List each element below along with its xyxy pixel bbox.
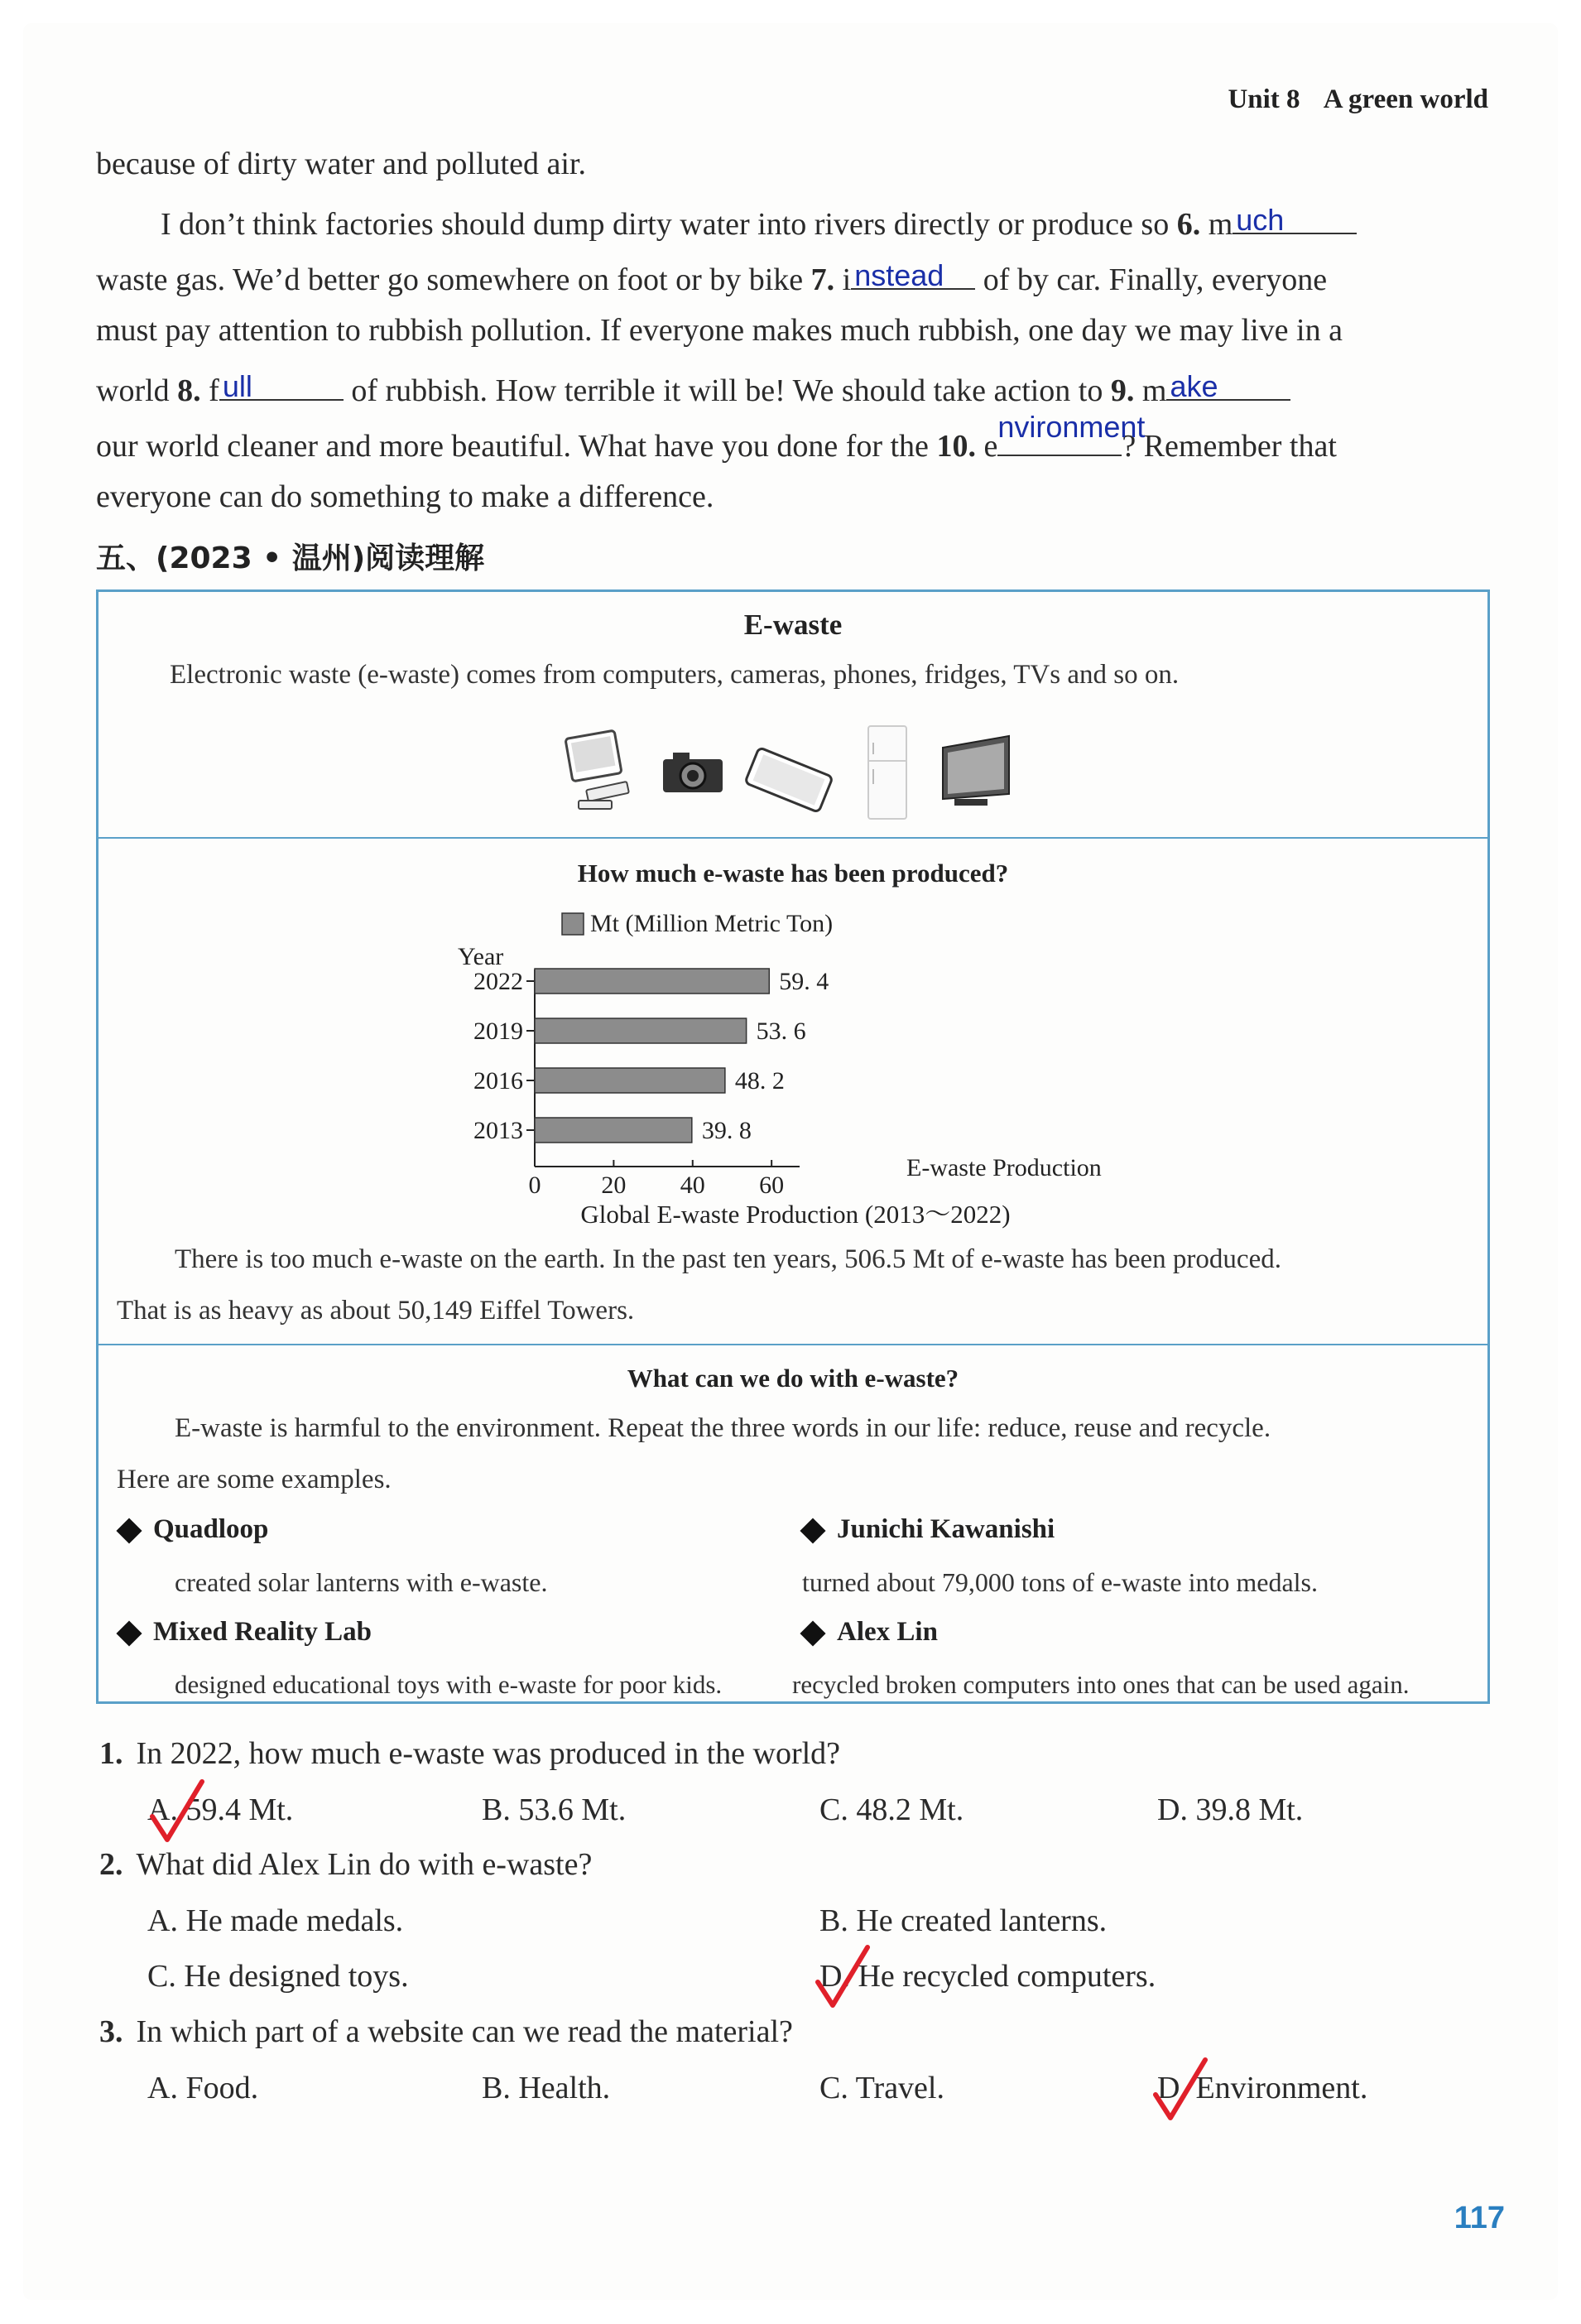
- example-desc: recycled broken computers into ones that can be used again.: [792, 1670, 1410, 1699]
- blank-6[interactable]: [1233, 201, 1357, 237]
- y-tick-label: 2019: [473, 1018, 523, 1045]
- device-icons: [562, 718, 1092, 825]
- handwritten-answer: nvironment: [997, 410, 1146, 444]
- passage-line: I don’t think factories should dump dirty water into rivers directly or produce so 6. m uch: [161, 201, 1357, 243]
- blank-10[interactable]: [997, 410, 1146, 456]
- material-title: E-waste: [743, 609, 843, 641]
- material-intro: Electronic waste (e-waste) comes from computers, cameras, phones, fridges, TVs and so on.: [170, 660, 1180, 690]
- bar: [535, 1018, 747, 1043]
- example-desc: created solar lanterns with e-waste.: [175, 1567, 548, 1597]
- fridge-icon: [868, 726, 906, 819]
- e-waste-bar-chart: [99, 890, 1492, 1304]
- option[interactable]: B. He created lanterns.: [819, 1903, 1108, 1938]
- blank-7[interactable]: [851, 257, 975, 290]
- option[interactable]: A. He made medals.: [147, 1903, 404, 1938]
- what-text: Here are some examples.: [117, 1465, 392, 1494]
- question: 3. In which part of a website can we read the material?: [99, 2014, 793, 2049]
- option[interactable]: D. 39.8 Mt.: [1157, 1792, 1304, 1827]
- what-text: E-waste is harmful to the environment. Repeat the three words in our life: reduce, reuse and recycle.: [175, 1413, 1271, 1443]
- y-tick-label: 2022: [473, 968, 523, 995]
- what-title: What can we do with e-waste?: [627, 1364, 959, 1393]
- bar-value-label: 39. 8: [701, 1117, 752, 1144]
- option[interactable]: A. 59.4 Mt.: [147, 1792, 294, 1827]
- check-mark-icon: [815, 1944, 872, 2010]
- x-tick-label: 0: [528, 1172, 541, 1199]
- legend-swatch: [562, 913, 584, 935]
- unit-label: Unit 8: [1228, 84, 1300, 114]
- x-tick-label: 20: [601, 1172, 627, 1199]
- page-header: [1211, 84, 1488, 115]
- passage-line: waste gas. We’d better go somewhere on foot or by bike 7. i nstead of by car. Finally, everyone: [96, 258, 1328, 297]
- tv-icon: [943, 736, 1009, 806]
- handwritten-answer: ull: [222, 369, 252, 403]
- bar: [535, 1118, 692, 1143]
- section-title: 五、(2023 • 温州)阅读理解: [96, 541, 485, 575]
- question: 1. In 2022, how much e-waste was produced in the world?: [99, 1736, 841, 1771]
- y-axis-label: Year: [458, 943, 504, 970]
- option[interactable]: C. He designed toys.: [147, 1959, 409, 1994]
- material-box: [96, 589, 1490, 1704]
- legend-label: Mt (Million Metric Ton): [590, 910, 834, 937]
- option[interactable]: D. Environment.: [1157, 2071, 1368, 2105]
- unit-title: A green world: [1323, 84, 1488, 114]
- chart-area: [473, 968, 829, 1199]
- handwritten-answer: nstead: [854, 258, 944, 292]
- handwritten-answer: uch: [1236, 203, 1285, 237]
- example-name: Alex Lin: [804, 1617, 938, 1648]
- option[interactable]: B. Health.: [482, 2071, 611, 2105]
- passage-line: because of dirty water and polluted air.: [96, 147, 586, 181]
- option[interactable]: C. Travel.: [819, 2071, 944, 2105]
- page-number: 117: [1454, 2201, 1505, 2235]
- option[interactable]: C. 48.2 Mt.: [819, 1792, 964, 1827]
- bar: [535, 1068, 725, 1093]
- bar: [535, 969, 769, 994]
- fact-text: There is too much e-waste on the earth. In the past ten years, 506.5 Mt of e-waste has been produced.: [175, 1244, 1281, 1274]
- bar-value-label: 53. 6: [756, 1018, 806, 1045]
- y-tick-label: 2013: [473, 1117, 523, 1144]
- check-mark-icon: [1152, 2057, 1210, 2123]
- bar-value-label: 48. 2: [734, 1067, 785, 1095]
- chart-heading: How much e-waste has been produced?: [577, 859, 1009, 888]
- blank-9[interactable]: [1166, 368, 1290, 401]
- x-axis-label: E-waste Production: [906, 1154, 1102, 1181]
- example-desc: designed educational toys with e-waste for poor kids.: [175, 1670, 723, 1699]
- passage-line: must pay attention to rubbish pollution. If everyone makes much rubbish, one day we may live in a: [96, 313, 1343, 348]
- computer-icon: [565, 730, 629, 809]
- option[interactable]: D. He recycled computers.: [819, 1959, 1156, 1994]
- option[interactable]: A. Food.: [147, 2071, 259, 2105]
- passage-line: everyone can do something to make a difference.: [96, 479, 714, 514]
- section-divider: [99, 837, 1487, 839]
- example-name: Mixed Reality Lab: [120, 1617, 372, 1648]
- x-tick-label: 60: [759, 1172, 785, 1199]
- tablet-icon: [745, 748, 833, 813]
- option[interactable]: B. 53.6 Mt.: [482, 1792, 627, 1827]
- check-mark-icon: [149, 1778, 207, 1845]
- example-desc: turned about 79,000 tons of e-waste into medals.: [802, 1567, 1318, 1597]
- chart-title: Global E-waste Production (2013～2022): [580, 1200, 1011, 1229]
- x-tick-label: 40: [680, 1172, 705, 1199]
- passage-line: world 8. f ull of rubbish. How terrible it will be! We should take action to 9. m ake: [96, 368, 1290, 409]
- question: 2. What did Alex Lin do with e-waste?: [99, 1847, 593, 1882]
- fact-text: That is as heavy as about 50,149 Eiffel Towers.: [117, 1296, 635, 1326]
- example-name: Quadloop: [120, 1514, 268, 1545]
- y-tick-label: 2016: [473, 1067, 523, 1095]
- bar-value-label: 59. 4: [779, 968, 829, 995]
- handwritten-answer: ake: [1170, 369, 1218, 403]
- section-divider: [99, 1344, 1487, 1345]
- passage-line: our world cleaner and more beautiful. What have you done for the 10. e nvironment ? Remember that: [96, 410, 1337, 464]
- example-name: Junichi Kawanishi: [804, 1514, 1055, 1545]
- blank-8[interactable]: [219, 368, 344, 401]
- legend: [562, 910, 833, 937]
- camera-icon: [663, 753, 723, 792]
